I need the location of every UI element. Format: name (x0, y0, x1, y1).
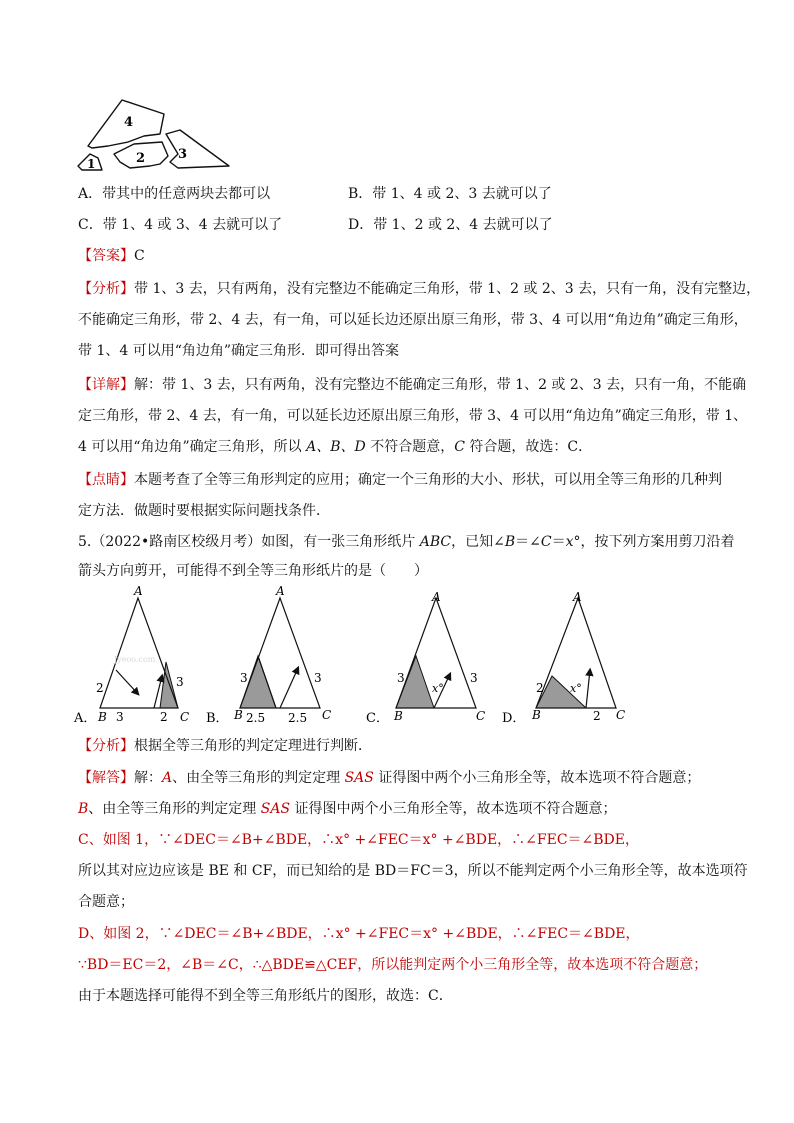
q4-option-b: B．带 1、4 或 2、3 去就可以了 (348, 186, 552, 202)
fig-a-watermark: Jyeoo.com (114, 655, 156, 664)
piece-label-2: 2 (136, 151, 146, 166)
q5-solution-line-8: 由于本题选择可能得不到全等三角形纸片的图形，故选：C． (78, 988, 453, 1004)
fig-b-vertex-b: B (234, 708, 243, 722)
piece-label-3: 3 (178, 147, 188, 162)
fig-a-vertex-c: C (180, 710, 190, 724)
comment-tag: 【点睛】 (78, 472, 134, 488)
q4-detail-line-1 (78, 375, 746, 395)
q5-solution-italic: B (78, 801, 89, 817)
q4-detail-line-2: 定三角形，带 2、4 去，有一角，可以延长边还原出原三角形，带 3、4 可以用“角边角”确定三角形，带 1、 (78, 408, 748, 424)
fig-a-left: 2 (96, 681, 104, 695)
fig-b-cut2 (280, 668, 298, 708)
fig-b-left: 3 (240, 671, 248, 685)
fig-a-bottom-left: 3 (116, 710, 124, 724)
q4-detail-line-3 (78, 437, 592, 457)
fig-a-cut1 (116, 670, 138, 694)
q5-solution-text: 证得图中两个小三角形全等，故本选项不符合题意； (373, 770, 701, 786)
piece-label-1: 1 (87, 157, 96, 171)
q5-solution-line-7: ∵BD＝EC＝2，∠B＝∠C，∴△BDE≌△CEF，所以能判定两个小三角形全等，故本选项不符合题意； (78, 957, 708, 973)
q5-text: °，按下列方案用剪刀沿着 (573, 534, 735, 550)
q5-analysis-tag: 【分析】 (78, 738, 134, 754)
q5-solution-line-4: 所以其对应边应该是 BE 和 CF，而已知给的是 BD＝FC＝3，所以不能判定两个小三角形全等，故本选项符 (78, 863, 748, 879)
q5-solution-line-5: 合题意； (78, 894, 134, 910)
fig-a-bottom-right: 2 (160, 710, 168, 724)
analysis-tag: 【分析】 (78, 281, 134, 297)
fig-c-vertex-a: A (432, 590, 441, 604)
q4-comment-line-1 (78, 470, 722, 490)
fig-option-a: A． (74, 711, 97, 724)
q5-solution-tag: 【解答】 (78, 770, 134, 786)
q5-text: ＝∠ (515, 534, 541, 550)
fig-option-b: B． (206, 711, 229, 724)
fig-b-vertex-c: C (322, 708, 332, 722)
fig-d-vertex-b: B (532, 708, 541, 722)
q5-analysis (78, 736, 372, 756)
fig-d-bottom-right: 2 (593, 709, 601, 723)
answer-text: C (134, 248, 145, 264)
fig-a-vertex-a: A (134, 584, 143, 598)
fig-d-vertex-a: A (573, 590, 582, 604)
q5-figures (70, 584, 710, 724)
fig-c-left: 3 (397, 671, 405, 685)
piece-3 (166, 130, 229, 168)
fig-c-right: 3 (470, 671, 478, 685)
detail-text: 4 可以用“角边角”确定三角形，所以 (78, 439, 307, 455)
q4-analysis-line-1 (78, 279, 760, 299)
detail-italic: A、B、D (306, 439, 366, 455)
q4-option-c: C．带 1、4 或 3、4 去就可以了 (78, 217, 283, 233)
fig-b-bottom-left: 2.5 (246, 711, 266, 724)
q4-option-d: D．带 1、2 或 2、4 去就可以了 (348, 217, 553, 233)
q5-italic: B (504, 534, 516, 550)
q5-solution-text: 、由全等三角形的判定定理 (88, 801, 261, 817)
fig-d-cut2 (586, 670, 590, 708)
detail-text: 解：带 1、3 去，只有两角，没有完整边不能确定三角形，带 1、2 或 2、3 去，只有一角，不能确 (134, 377, 747, 393)
q5-italic: C (540, 534, 552, 550)
analysis-text: 带 1、3 去，只有两角，没有完整边不能确定三角形，带 1、2 或 2、3 去，只有一角，没有完整边， (134, 281, 761, 297)
q4-comment-line-2: 定方法．做题时要根据实际问题找条件． (78, 503, 330, 519)
q5-analysis-text: 根据全等三角形的判定定理进行判断． (134, 738, 372, 754)
fig-option-c: C． (366, 711, 389, 724)
q5-solution-italic: A (162, 770, 173, 786)
detail-tag: 【详解】 (78, 377, 134, 393)
detail-text: 符合题，故选：C． (464, 439, 593, 455)
q5-solution-line-2 (78, 799, 617, 819)
q5-stem-line-2: 箭头方向剪开，可能得不到全等三角形纸片的是（ ） (78, 563, 428, 579)
q5-solution-italic: SAS (344, 770, 374, 786)
fig-b-right: 3 (314, 671, 322, 685)
fig-c-vertex-c: C (476, 709, 486, 723)
q4-answer (78, 246, 145, 266)
q4-analysis-line-3: 带 1、4 可以用“角边角”确定三角形．即可得出答案 (78, 343, 400, 359)
q5-solution-italic: SAS (260, 801, 291, 817)
fig-d-angle: x° (570, 682, 582, 695)
detail-italic: C (454, 439, 465, 455)
q5-text: ＝ (551, 534, 566, 550)
q5-text: ，已知∠ (451, 534, 505, 550)
fig-a-right: 3 (176, 675, 184, 689)
figure-a (96, 584, 189, 724)
figure-d (531, 590, 625, 723)
q5-solution-text: 、由全等三角形的判定定理 (172, 770, 345, 786)
detail-text: 不符合题意， (365, 439, 455, 455)
fig-c-angle: x° (432, 682, 444, 695)
q5-solution-text: 证得图中两个小三角形全等，故本选项不符合题意； (290, 801, 617, 817)
q5-solution-line-6: D、如图 2，∵∠DEC＝∠B+∠BDE，∴x° +∠FEC＝x° +∠BDE，∴∠FEC＝∠BDE， (78, 926, 640, 942)
fig-d-vertex-c: C (616, 708, 626, 722)
fig-b-vertex-a: A (276, 584, 285, 598)
figure-b (233, 584, 331, 724)
fig-option-d: D． (502, 711, 526, 724)
q5-italic: ABC (419, 534, 452, 550)
q4-option-a: A．带其中的任意两块去都可以 (78, 186, 271, 202)
answer-tag: 【答案】 (78, 248, 134, 264)
fig-b-bottom-right: 2.5 (288, 711, 308, 724)
q5-text: 5.（2022•路南区校级月考）如图，有一张三角形纸片 (78, 534, 420, 550)
fig-d-left: 2 (536, 681, 544, 695)
fig-a-vertex-b: B (98, 710, 107, 724)
q4-analysis-line-2: 不能确定三角形，带 2、4 去，有一角，可以延长边还原出原三角形，带 3、4 可以用“角边角”确定三角形， (78, 312, 748, 328)
figure-c (393, 590, 485, 723)
q5-italic: x (565, 534, 574, 550)
q5-stem-line-1 (78, 532, 734, 552)
broken-triangle-figure (74, 96, 238, 176)
piece-label-4: 4 (124, 115, 134, 130)
q5-solution-line-3: C、如图 1，∵∠DEC＝∠B+∠BDE，∴x° +∠FEC＝x° +∠BDE，∴∠FEC＝∠BDE， (78, 832, 639, 848)
comment-text: 本题考查了全等三角形判定的应用；确定一个三角形的大小、形状，可以用全等三角形的几种判 (134, 472, 722, 488)
q5-solution-line-1 (78, 768, 700, 788)
fig-c-vertex-b: B (394, 709, 403, 723)
q5-solution-text: 解： (134, 770, 162, 786)
